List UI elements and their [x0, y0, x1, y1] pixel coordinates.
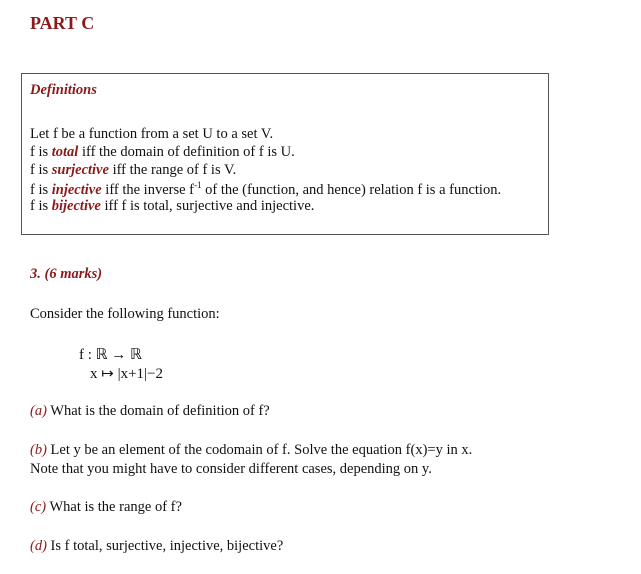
function-signature: f : ℝ → ℝ — [79, 347, 142, 363]
definition-surjective-pre: f is — [30, 162, 52, 178]
term-bijective: bijective — [51, 198, 101, 214]
definition-total — [30, 144, 295, 161]
question-b-note: Note that you might have to consider different cases, depending on y. — [30, 461, 432, 477]
term-surjective: surjective — [51, 162, 109, 178]
definition-bijective-pre: f is — [30, 198, 52, 214]
definition-bijective-post: iff f is total, surjective and injective. — [100, 198, 315, 214]
definition-injective-pre: f is — [30, 181, 52, 198]
definitions-box — [21, 73, 549, 235]
definitions-heading: Definitions — [30, 82, 97, 98]
question-c-text: What is the range of f? — [46, 499, 182, 515]
question-b-text: Let y be an element of the codomain of f. Solve the equation f(x)=y in x. — [46, 442, 473, 458]
question-d-text: Is f total, surjective, injective, bijective? — [46, 538, 284, 554]
page-title: PART C — [30, 13, 95, 33]
question-a-text: What is the domain of definition of f? — [46, 403, 270, 419]
term-injective: injective — [51, 181, 102, 198]
inverse-superscript: -1 — [194, 180, 202, 190]
definition-injective — [30, 180, 501, 199]
function-rule: x ↦ |x+1|−2 — [90, 366, 163, 382]
question-a — [30, 403, 270, 420]
definition-surjective-post: iff the range of f is V. — [108, 162, 237, 178]
definition-surjective — [30, 162, 236, 179]
definition-total-pre: f is — [30, 144, 52, 160]
definition-bijective — [30, 198, 314, 215]
question-d-label: (d) — [30, 538, 47, 554]
question-b — [30, 442, 472, 459]
question-c-label: (c) — [30, 499, 47, 515]
question-d — [30, 538, 283, 555]
definition-intro: Let f be a function from a set U to a set V. — [30, 126, 274, 142]
question-c — [30, 499, 182, 516]
question-a-label: (a) — [30, 403, 47, 419]
question-intro: Consider the following function: — [30, 306, 220, 322]
definition-injective-post: of the (function, and hence) relation f is a function. — [201, 181, 502, 198]
question-b-label: (b) — [30, 442, 47, 458]
definition-injective-mid: iff the inverse f — [101, 181, 195, 198]
definition-total-post: iff the domain of definition of f is U. — [78, 144, 295, 160]
term-total: total — [51, 144, 79, 160]
question-heading: 3. (6 marks) — [30, 266, 103, 282]
